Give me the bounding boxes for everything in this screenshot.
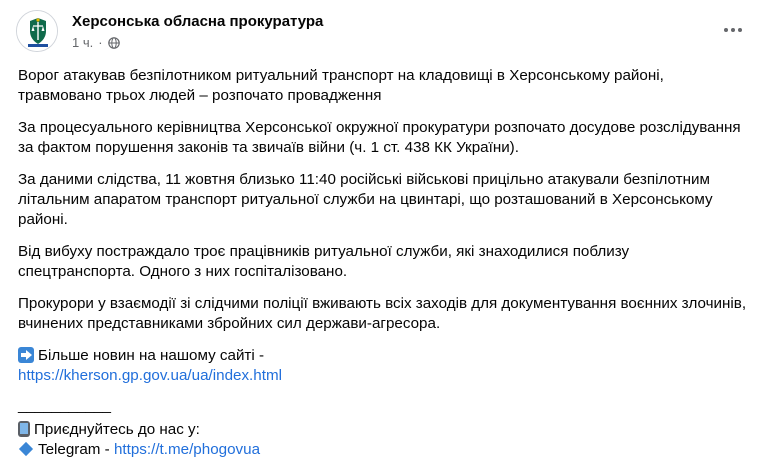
post-paragraph: За даними слідства, 11 жовтня близько 11:40 російські військові прицільно атакували безпілотним літальним апаратом транспорт ритуальної служби на цвинтарі, що розташований в Херсонському районі. (18, 171, 713, 228)
site-link[interactable]: https://kherson.gp.gov.ua/ua/index.html (18, 367, 282, 384)
separator-line: ___________ (18, 397, 111, 414)
post-text (18, 66, 748, 460)
telegram-line (18, 440, 748, 460)
phone-arrow-icon (18, 421, 30, 437)
more-news-block (18, 346, 748, 386)
post-time[interactable]: 1 ч. (72, 35, 94, 50)
globe-icon[interactable] (108, 37, 120, 49)
page-name[interactable]: Херсонська обласна прокуратура (72, 13, 324, 30)
post-paragraph: За процесуального керівництва Херсонської окружної прокуратури розпочато досудове розслідування за фактом порушення законів та звичаїв війни (ч. 1 ст. 438 КК України). (18, 119, 741, 156)
post-paragraph: Від вибуху постраждало троє працівників ритуальної служби, які знаходилися поблизу спецтранспорта. Одного з них госпіталізовано. (18, 243, 630, 280)
telegram-label: Telegram - (38, 441, 114, 458)
blue-diamond-icon (19, 442, 33, 456)
join-line (18, 420, 748, 440)
prosecutor-emblem-icon (17, 11, 58, 52)
join-text: Приєднуйтесь до нас у: (34, 421, 200, 438)
more-options-button[interactable] (715, 16, 751, 44)
post-header (16, 10, 751, 58)
meta-separator: · (98, 35, 103, 50)
avatar[interactable] (16, 10, 58, 52)
post-paragraph-headline: Ворог атакував безпілотником ритуальний транспорт на кладовищі в Херсонському районі, травмовано трьох людей – розпочато провадження (18, 67, 664, 104)
join-block (18, 398, 748, 460)
more-news-text: Більше новин на нашому сайті - (38, 347, 265, 364)
post-meta (72, 35, 120, 50)
right-arrow-icon (18, 347, 34, 363)
post-paragraph: Прокурори у взаємодії зі слідчими поліції вживають всіх заходів для документування воєнних злочинів, вчинених представниками збройних сил держави-агресора. (18, 295, 747, 332)
more-dots-icon (724, 28, 728, 32)
telegram-link[interactable]: https://t.me/phogovua (113, 441, 261, 458)
